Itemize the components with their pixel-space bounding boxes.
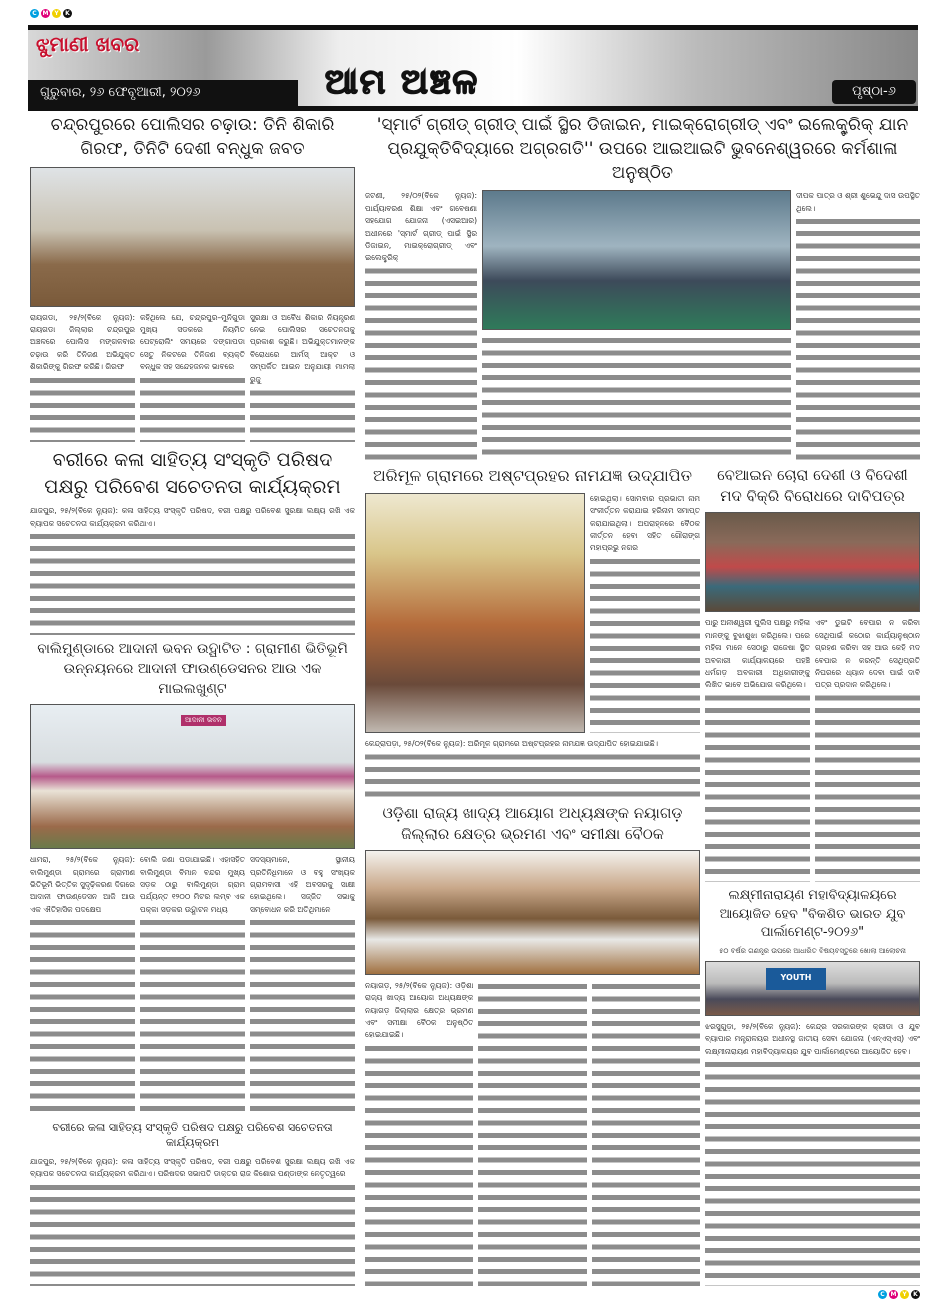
body-text: ସଦସ୍ୟମାନେ, ସ୍ଥାନୀୟ ପ୍ରତିନିଧିମାନେ ଓ ବହୁ ସଂଖ୍ୟକ ଗ୍ରାମବାସୀ ଏହି ଅବସରକୁ ସାକ୍ଷୀ ହୋଇଥିଲେ। ସଜ୍ଜିତ ସଭାକୁ ସମ୍ବୋଧନ କରି ଅତିଥିମାନେ	[250, 854, 355, 916]
headline-smart-grid: 'ସ୍ମାର୍ଟ ଗ୍ରୀଡ୍ ଗ୍ରୀଡ୍ ପାଇଁ ସ୍ଥିର ଡିଜାଇନ, ମାଇକ୍ରୋଗ୍ରୀଡ୍ ଏବଂ ଇଲେକ୍ଟ୍ରିକ୍ ଯାନ ପ୍ରଯୁକ୍ତିବିଦ୍ୟାରେ ଅଗ୍ରଗତି'' ଉପରେ ଆଇଆଇଟି ଭୁବନେଶ୍ୱରରେ କର୍ମଶାଳା ଅନୁଷ୍ଠିତ	[376, 115, 909, 183]
article-body-col	[796, 190, 920, 460]
article-body-col	[30, 505, 355, 635]
headline-food-commission: ଓଡ଼ିଶା ରାଜ୍ୟ ଖାଦ୍ୟ ଆୟୋଗ ଅଧ୍ୟକ୍ଷଙ୍କ ନୟାଗଡ଼ ଜିଲ୍ଲାର କ୍ଷେତ୍ର ଭ୍ରମଣ ଏବଂ ସମୀକ୍ଷା ବୈଠକ	[382, 803, 683, 843]
headline-balimunda-adani: ବାଲିମୁଣ୍ଡାରେ ଆଦାନୀ ଭବନ ଉଦ୍ଘାଟିତ : ଗ୍ରାମୀଣ ଭିତିଭୂମି ଉନ୍ନୟନରେ ଆଦାନୀ ଫାଉଣ୍ଡେସନର ଆଉ ଏକ ମାଇଲଖୁଣ୍ଟ	[37, 641, 348, 697]
headline-youth-parliament: ଲକ୍ଷ୍ମୀନାରାୟଣ ମହାବିଦ୍ୟାଳୟରେ ଆୟୋଜିତ ହେବ "ବିକଶିତ ଭାରତ ଯୁବ ପାର୍ଲାମେଣ୍ଟ-୨୦୨୬"	[719, 888, 906, 940]
middle-column	[365, 465, 700, 1286]
photo-namayajna	[365, 493, 585, 733]
magenta-dot: M	[890, 1291, 897, 1298]
article-body-col	[482, 334, 791, 460]
body-text: ପାରୁ ଅନୀଶ୍ୱରୀ ପୁଲିସ ପକ୍ଷରୁ ମହିଳା ମାନଙ୍କୁ ବୁଝାଶୁଝା କରିଥିଲେ। ପରେ ମହିଳା ମାନେ ସେଠାରୁ ରାଜେଷା ସ୍ଥିତ ଅବକାରୀ କାର୍ଯ୍ୟାଳୟରେ ପହଞ୍ଚି ଧର୍ମଗଡ଼ ଅବକାରୀ ଅଧିକାରୀଙ୍କୁ ଲିଖିତ ଭାବେ ଅଭିଯୋଗ କରିଥିଲେ।	[705, 617, 810, 691]
article-body-row	[30, 312, 355, 442]
photo-youth-parliament	[705, 961, 920, 1016]
article-body-col	[478, 980, 586, 1286]
article-body-col	[140, 854, 245, 1115]
article-body-col	[30, 312, 135, 442]
article-body-col	[365, 738, 700, 798]
page-number: ପୃଷ୍ଠା-୬	[832, 80, 916, 104]
body-text: ସୁରକ୍ଷା ଓ ଅବୈଧ ଶିକାର ନିୟନ୍ତ୍ରଣ ନେଇ ପୋଲିସର ସଚେତନତାକୁ ପ୍ରକାଶ କରୁଛି। ଅଭିଯୁକ୍ତମାନଙ୍କ ବିରୋଧରେ ଆର୍ମସ୍ ଆକ୍ଟ ଓ ସମ୍ପର୍କିତ ଆଇନ ଅନୁଯାୟୀ ମାମଲା ରୁଜୁ	[250, 312, 355, 386]
article-body-col	[365, 190, 477, 460]
subheadline: ୫୦ ବର୍ଷର ଗଣନ୍ତ୍ର ଉପରେ ଆଧାରିତ ବିଷୟବସ୍ତୁରେ ଖୋଲା ଆଲୋଚନା	[719, 946, 906, 955]
photo-review-meeting	[365, 850, 700, 975]
body-text: କହିଥିଲେ ଯେ, ଚନ୍ଦ୍ରପୁର–ମୁନିଗୁଡା ମୁଖ୍ୟ ସଡକରେ ନିୟମିତ ପେଟ୍ରୋଲିଂ ସମୟରେ ଦଙ୍ଗାପଡା ସେତୁ ନିକଟରେ ତିନିଜଣ ବ୍ୟକ୍ତି ବନ୍ଧୁକ ସହ ସନ୍ଦେହଜନକ ଭାବରେ	[140, 312, 245, 374]
right-area	[365, 114, 920, 1286]
black-dot: K	[911, 1290, 920, 1299]
lower-columns	[365, 465, 920, 1286]
section-title: ଆମ ଅଞ୍ଚଳ	[325, 62, 480, 102]
paper-name: ଝୁମାଣୀ ଖବର	[36, 32, 140, 56]
article-body-col	[140, 312, 245, 442]
body-text: ଯାଜପୁର, ୨୫/୨(ବିକେ ନ୍ୟୁଜ): କଳା ସାହିତ୍ୟ ସଂସ୍କୃତି ପରିଷଦ, ବରୀ ପକ୍ଷରୁ ପରିବେଶ ସୁରକ୍ଷା ଲକ୍ଷ୍ୟ ରଖି ଏକ ବ୍ୟାପକ ସଚେତନତା କାର୍ଯ୍ୟକ୍ରମ କରିଥାଏ। ପରିଷଦର ସଭାପତି ଡାକ୍ତର ରାଜ କିଶୋର ପଣ୍ଡାଙ୍କ ନେତୃତ୍ୱରେ	[30, 1156, 355, 1181]
article-body-col	[705, 617, 810, 882]
black-dot: K	[63, 9, 72, 18]
body-text: ନୟାଗଡ଼, ୨୫/୨(ବିକେ ନ୍ୟୁଜ): ଓଡ଼ିଶା ରାଜ୍ୟ ଖାଦ୍ୟ ଆୟୋଗ ଅଧ୍ୟକ୍ଷଙ୍କ ନୟାଗଡ଼ ଜିଲ୍ଲାର କ୍ଷେତ୍ର ଭ୍ରମଣ ଏବଂ ସମୀକ୍ଷା ବୈଠକ ଅନୁଷ୍ଠିତ ହୋଇଯାଇଛି।	[365, 980, 473, 1042]
photo-women-petition	[705, 512, 920, 612]
cyan-dot: C	[878, 1290, 887, 1299]
photo-police-arrest	[30, 167, 355, 307]
arimula-row	[365, 493, 700, 733]
body-text: ଏବଂ ଡୁଇଟି ବେପାର ନ କରିବା ସେଥିପାଇଁ କଠୋର କାର୍ଯ୍ୟାନୁଷ୍ଠାନ ଗ୍ରହଣ କରିବା ସହ ଆଉ କେହି ମଦ ବେପାର ନ କରନ୍ତି ସେଥିପ୍ରତି ନିଘରରେ ଧ୍ୟାନ ଦେବା ପାଇଁ ଦାବି ପତ୍ର ପ୍ରଦାନ କରିଥିଲେ।	[815, 617, 920, 691]
article-body-col	[250, 312, 355, 442]
headline-bari-kala: ବରୀରେ କଳା ସାହିତ୍ୟ ସଂସ୍କୃତି ପରିଷଦ ପକ୍ଷରୁ ପରିବେଶ ସଚେତନତା କାର୍ଯ୍ୟକ୍ରମ	[44, 448, 341, 498]
cmyk-registration-marks-bottom	[878, 1290, 920, 1299]
article-body-row	[30, 854, 355, 1115]
article-body-col	[592, 980, 700, 1286]
article-body-col	[30, 1156, 355, 1286]
body-text: ହୋଇଥିଲା। ସୋମବାର ପ୍ରଭାତୀ ନାମ ସଂକୀର୍ତ୍ତନ କରାଯାଇ ହରିନାମ ସମାପ୍ତ କରାଯାଇଥିଲା। ଅପରାହ୍ନରେ ବୈଠକ କୀର୍ତ୍ତନ ହେବା ସହିତ ଗୌରାଙ୍ଗ ମହାପ୍ରଭୁ ନଗର	[590, 493, 700, 555]
headline-arimula-namayajna: ଅରିମୂଳ ଗ୍ରାମରେ ଅଷ୍ଟପ୍ରହର ନାମଯଜ୍ଞ ଉଦ୍ଯାପିତ	[372, 466, 693, 486]
headline-bari-kala-2: ବରୀରେ କଳା ସାହିତ୍ୟ ସଂସ୍କୃତି ପରିଷଦ ପକ୍ଷରୁ ପରିବେଶ ସଚେତନତା କାର୍ଯ୍ୟକ୍ରମ	[52, 1120, 333, 1150]
article-body-row	[705, 617, 920, 882]
yellow-dot: Y	[52, 9, 61, 18]
magenta-dot: M	[42, 10, 49, 17]
left-column	[30, 114, 355, 1286]
photo-adani-bhawan	[30, 704, 355, 849]
headline-liquor-petition: ବେଆଇନ ଚୋରା ଦେଶୀ ଓ ବିଦେଶୀ ମଦ ବିକ୍ରି ବିରୋଧରେ ଦାବିପତ୍ର	[717, 466, 908, 506]
article-body-col	[250, 854, 355, 1115]
article-body-col	[30, 854, 135, 1115]
body-text: ଯାଜପୁର, ୨୫/୨(ବିକେ ନ୍ୟୁଜ): କଳା ସାହିତ୍ୟ ସଂସ୍କୃତି ପରିଷଦ, ବରୀ ପକ୍ଷରୁ ପରିବେଶ ସୁରକ୍ଷା ଲକ୍ଷ୍ୟ ରଖି ଏକ ବ୍ୟାପକ ସଚେତନତା କାର୍ଯ୍ୟକ୍ରମ କରିଥାଏ।	[30, 505, 355, 530]
bhawan-sign: ଆଦାନୀ ଭବନ	[181, 715, 226, 726]
right-column	[705, 465, 920, 1286]
smart-grid-center	[482, 190, 791, 460]
body-text: ଝରସୁଗୁଡ଼ା, ୨୫/୨(ବିକେ ନ୍ୟୁଜ): କେନ୍ଦ୍ର ସରକାରଙ୍କ କ୍ରୀଡା ଓ ଯୁବ ବ୍ୟାପାର ମନ୍ତ୍ରାଳୟର ଅଧୀନସ୍ଥ ଜାତୀୟ ସେବା ଯୋଜନା (ଏନ୍ଏସ୍ଏସ୍) ଏବଂ ଲକ୍ଷ୍ମୀନାରାୟଣ ମହାବିଦ୍ୟାଳୟର ଯୁବ ପାର୍ଲାମେଣ୍ଟରେ ଆୟୋଜିତ ହେବ।	[705, 1021, 920, 1058]
article-body-col	[365, 980, 473, 1286]
body-text: ରାୟଗଡା, ୨୫/୨(ବିକେ ନ୍ୟୁଜ): ରାୟଗଡା ଜିଲ୍ଲାର ଚନ୍ଦ୍ରପୁର ଅଞ୍ଚଳରେ ପୋଲିସ ମଙ୍ଗଳବାର ଚଢ଼ାଉ କରି ତିନିଜଣ ଅଭିଯୁକ୍ତ ଶିକାରିଙ୍କୁ ଗିରଫ କରିଛି। ଗିରଫ	[30, 312, 135, 374]
headline-chandrapur-police: ଚନ୍ଦ୍ରପୁରରେ ପୋଲିସର ଚଢ଼ାଉ: ତିନି ଶିକାରି ଗିରଫ, ତିନିଟି ଦେଶୀ ବନ୍ଧୁକ ଜବତ	[50, 115, 335, 159]
article-body-row	[365, 980, 700, 1286]
body-text: ଦୀପକ ପାତ୍ର ଓ ଶ୍ରୀ ଶୁଭେନ୍ଦୁ ଦାସ ଉପସ୍ଥିତ ଥିଲେ।	[796, 190, 920, 215]
body-text: କେନ୍ଦ୍ରାପଡ଼ା, ୨୫/୦୨(ବିକେ ନ୍ୟୁଜ): ଅରିମୂଳ ଗ୍ରାମରେ ଅଷ୍ଟପ୍ରହର ନାମଯଜ୍ଞ ଉଦ୍ଯାପିତ ହୋଇଯାଇଛି।	[365, 738, 700, 750]
body-text: ବୋଲି ଜଣା ପଡାଯାଇଛି। ଏହାସହିତ ବାଲିମୁଣ୍ଡା ବିମାନ ବନ୍ଦର ମୁଖ୍ୟ ସଡ଼କ ଠାରୁ ବାଲିମୁଣ୍ଡା ଗ୍ରାମ ପର୍ଯ୍ୟନ୍ତ ୧୨୦୦ ମିଟର ଲମ୍ବ ଏକ ପକ୍କା ସଡ଼କର ଉଦ୍ଘାଟନ ମଧ୍ୟ	[140, 854, 245, 916]
article-body-col	[705, 1021, 920, 1286]
cmyk-registration-marks	[30, 9, 72, 18]
body-text: ଧାମରା, ୨୫/୨(ବିକେ ନ୍ୟୁଜ): ବାଲିମୁଣ୍ଡା ଗ୍ରାମରେ ଗ୍ରାମୀଣ ଭିତିଭୂମି ଭିତ୍ତିକ ସୁଦୃଢ଼ିକରଣ ଦିଗରେ ଆଦାନୀ ଫାଉଣ୍ଡେସନ ଆଜି ଆଉ ଏକ ଐତିହାସିକ ପଦକ୍ଷେପ	[30, 854, 135, 916]
article-body-col	[815, 617, 920, 882]
cyan-dot: C	[30, 9, 39, 18]
article-body-col	[590, 493, 700, 733]
smart-grid-row	[365, 190, 920, 460]
issue-date: ଗୁରୁବାର, ୨୬ ଫେବୃଆରୀ, ୨୦୨୬	[28, 80, 298, 106]
yellow-dot: Y	[900, 1290, 909, 1299]
photo-workshop-group	[482, 190, 791, 330]
youth-banner: YOUTH	[766, 968, 826, 990]
body-text: ଜଟଣୀ, ୨୫/୦୨(ବିକେ ନ୍ୟୁଜ): ପାର୍ଯ୍ୟାବରଣ ଶିକ୍ଷା ଏବଂ ଗବେଷଣା ସହଯୋଗ ଯୋଜନା (ଏସଇଆର) ଅଧୀନରେ 'ସ୍ମାର୍ଟ ଗ୍ରୀଡ୍ ପାଇଁ ସ୍ଥିର ଡିଜାଇନ, ମାଇକ୍ରୋଗ୍ରୀଡ୍ ଏବଂ ଇଲେକ୍ଟ୍ରିକ୍	[365, 190, 477, 264]
